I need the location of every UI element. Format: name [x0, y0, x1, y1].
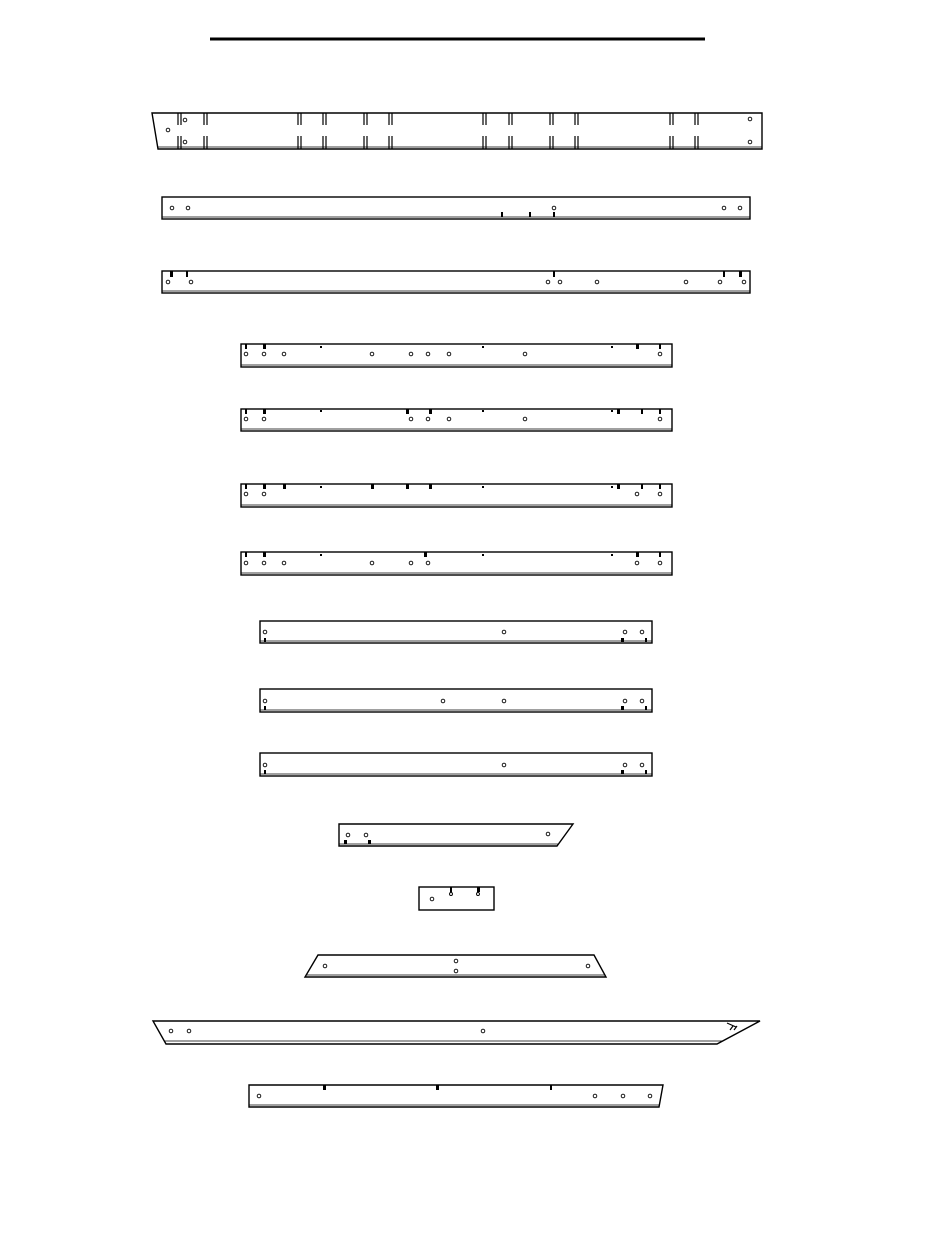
part-15-outline: [249, 1085, 663, 1107]
part-14-outline: [153, 1021, 760, 1044]
part-1: [152, 113, 762, 149]
part-5: [241, 409, 672, 431]
part-9-outline: [260, 689, 652, 712]
part-8-outline: [260, 621, 652, 643]
part-6-outline: [241, 484, 672, 507]
part-4-outline: [241, 344, 672, 367]
part-8: [260, 621, 652, 643]
part-13: [305, 955, 606, 977]
part-7-outline: [241, 552, 672, 575]
part-12: [419, 887, 494, 910]
part-3: [162, 271, 750, 293]
part-13-outline: [305, 955, 606, 977]
part-3-outline: [162, 271, 750, 293]
part-11-outline: [339, 824, 573, 846]
part-14: [153, 1021, 760, 1044]
part-7: [241, 552, 672, 575]
part-2-outline: [162, 197, 750, 219]
part-15: [249, 1085, 663, 1107]
part-2: [162, 197, 750, 219]
part-11: [339, 824, 573, 846]
part-10-outline: [260, 753, 652, 776]
part-4: [241, 344, 672, 367]
part-6: [241, 484, 672, 507]
part-10: [260, 753, 652, 776]
part-9: [260, 689, 652, 712]
part-5-outline: [241, 409, 672, 431]
